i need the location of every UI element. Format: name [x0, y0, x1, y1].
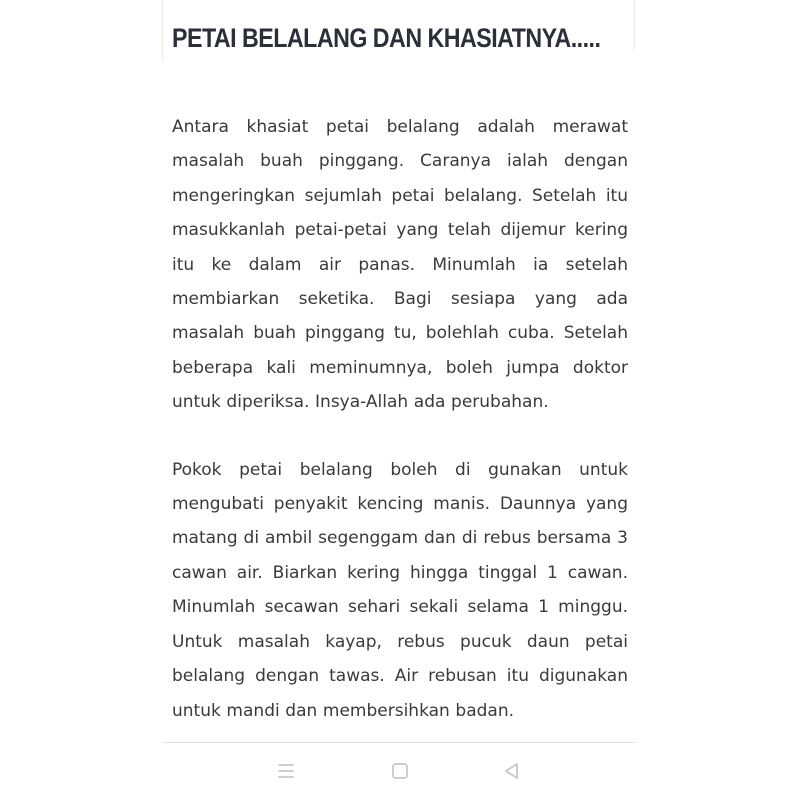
content-edge-left: [162, 0, 163, 60]
menu-icon: [276, 762, 296, 780]
back-button[interactable]: [498, 757, 526, 785]
home-button[interactable]: [386, 757, 414, 785]
article-paragraph-1: Antara khasiat petai belalang adalah merawat masalah buah pinggang. Caranya ialah dengan mengeringkan sejumlah petai belalang. Setelah itu masukkanlah petai-petai yang telah dijemur kering itu ke dalam air panas. Minumlah ia setelah membiarkan seketika. Bagi sesiapa yang ada masalah buah pinggang tu, bolehlah cuba. Setelah beberapa kali meminumnya, boleh jumpa doktor untuk diperiksa. Insya-Allah ada perubahan.: [172, 117, 628, 413]
article-paragraph-2: Pokok petai belalang boleh di gunakan untuk mengubati penyakit kencing manis. Daunnya yang matang di ambil segenggam dan di rebus bersama 3 cawan air. Biarkan kering hingga tinggal 1 cawan. Minumlah secawan sehari sekali selama 1 minggu. Untuk masalah kayap, rebus pucuk daun petai belalang dengan tawas. Air rebusan itu digunakan untuk mandi dan membersihkan badan.: [172, 459, 628, 721]
navigation-bar: [162, 743, 636, 800]
article-body: [172, 110, 628, 728]
content-edge-right: [634, 0, 635, 50]
home-icon: [390, 761, 410, 781]
back-icon: [502, 761, 522, 781]
article-title: PETAI BELALANG DAN KHASIATNYA.....: [172, 23, 601, 53]
recent-apps-button[interactable]: [272, 757, 300, 785]
